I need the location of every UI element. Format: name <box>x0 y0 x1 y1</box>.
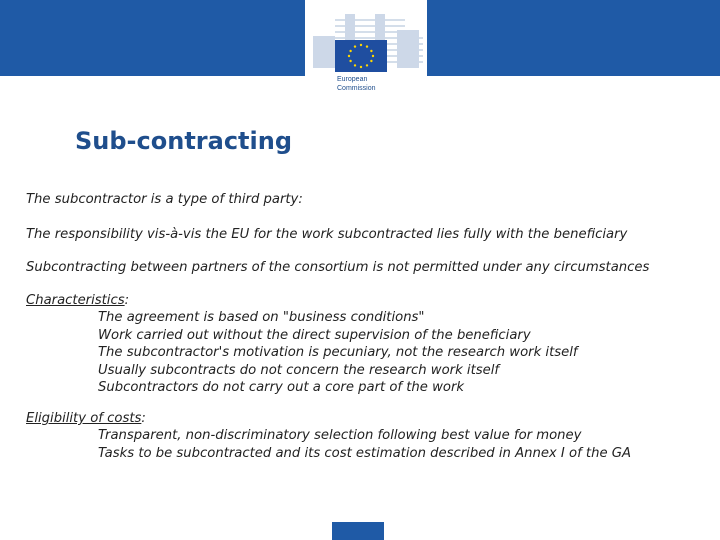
characteristics-list <box>26 309 578 397</box>
ec-logo <box>305 0 427 100</box>
list-item: Usually subcontracts do not concern the research work itself <box>98 362 500 378</box>
logo-text <box>337 75 376 93</box>
logo-line-commission: Commission <box>337 85 376 92</box>
list-item: The subcontractor's motivation is pecuniary, not the research work itself <box>98 345 578 360</box>
characteristics-heading <box>26 292 578 309</box>
characteristics-label: Characteristics <box>26 293 125 308</box>
eligibility-heading <box>26 410 631 427</box>
characteristics-section <box>26 292 578 397</box>
footer-bar <box>332 522 384 540</box>
list-item: The agreement is based on "business conditions" <box>98 310 425 325</box>
paragraph-responsibility: The responsibility vis-à-vis the EU for the work subcontracted lies fully with the beneficiary <box>26 227 628 242</box>
characteristics-colon: : <box>124 293 130 308</box>
logo-line-european: European <box>337 76 368 83</box>
list-item: Subcontractors do not carry out a core part of the work <box>98 380 465 395</box>
paragraph-consortium: Subcontracting between partners of the consortium is not permitted under any circumstances <box>26 260 650 275</box>
eligibility-label: Eligibility of costs <box>26 411 142 426</box>
slide-title: Sub-contracting <box>75 127 293 155</box>
paragraph-third-party: The subcontractor is a type of third party: <box>26 192 303 207</box>
eligibility-section <box>26 410 631 462</box>
eligibility-colon: : <box>141 411 146 426</box>
list-item: Work carried out without the direct supervision of the beneficiary <box>98 327 531 343</box>
list-item: Tasks to be subcontracted and its cost estimation described in Annex I of the GA <box>98 445 631 461</box>
eligibility-list <box>26 427 631 462</box>
list-item: Transparent, non-discriminatory selection following best value for money <box>98 428 582 443</box>
